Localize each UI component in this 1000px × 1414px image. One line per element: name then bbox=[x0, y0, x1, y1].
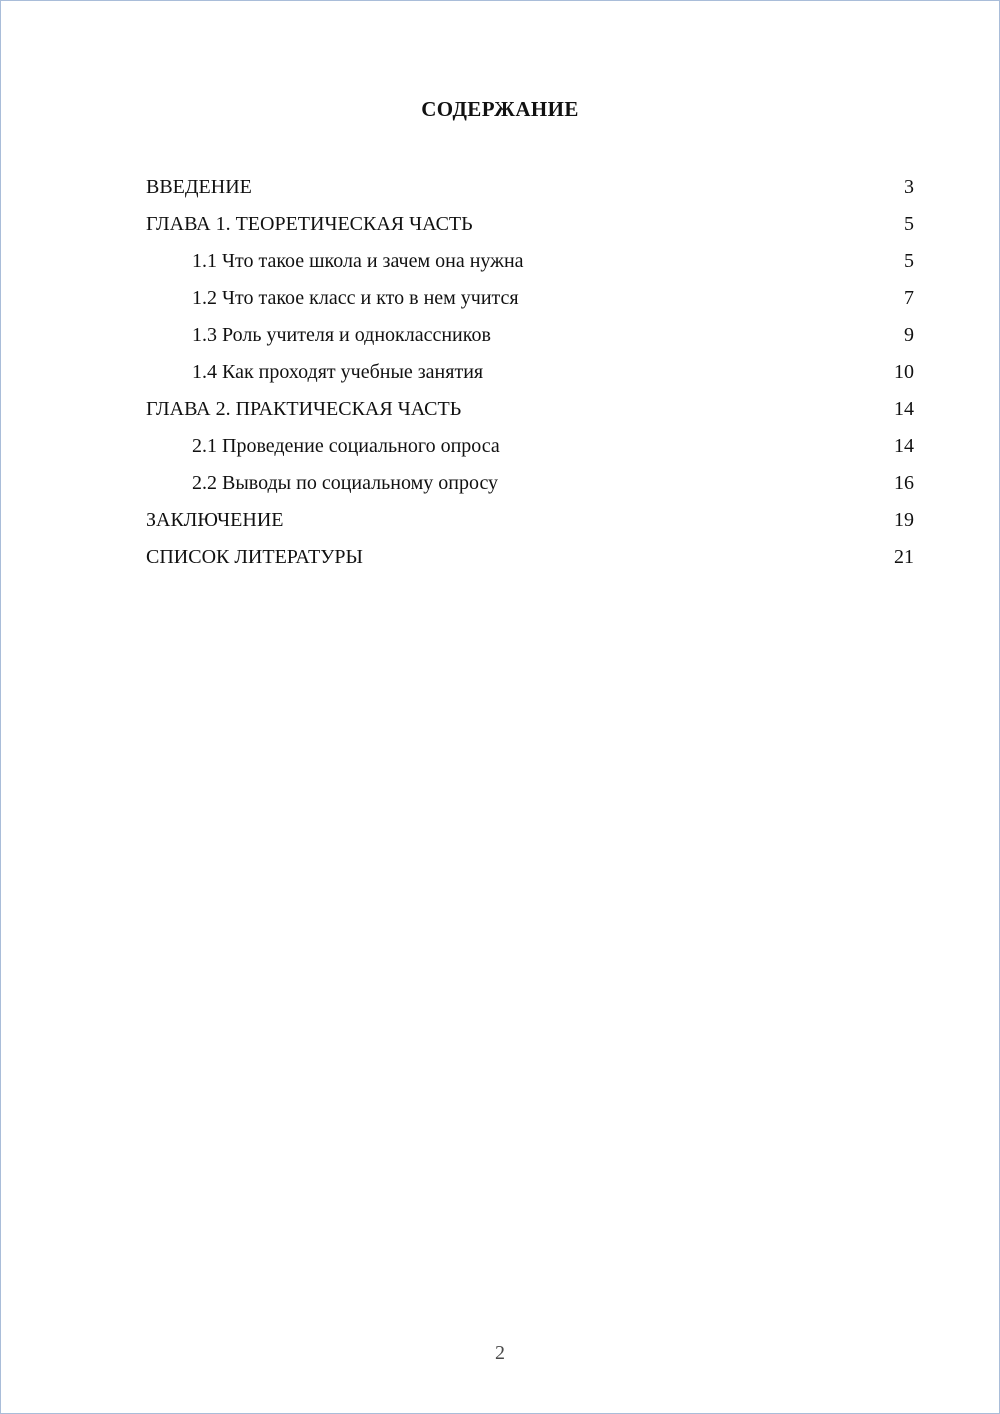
toc-entry-label: ГЛАВА 2. ПРАКТИЧЕСКАЯ ЧАСТЬ bbox=[146, 398, 462, 420]
toc-entry-label: СПИСОК ЛИТЕРАТУРЫ bbox=[146, 546, 363, 568]
toc-entry-page-number: 10 bbox=[894, 361, 914, 383]
toc-entry-page-number: 3 bbox=[904, 176, 914, 198]
toc-entry-label: 1.4 Как проходят учебные занятия bbox=[192, 361, 484, 383]
toc-entry-page-number: 16 bbox=[894, 472, 914, 494]
toc-entry-page-number: 5 bbox=[904, 213, 914, 235]
toc-entry-page-number: 19 bbox=[894, 509, 914, 531]
toc-entry bbox=[146, 243, 914, 280]
toc-entry bbox=[146, 169, 914, 206]
toc-entry-page-number: 14 bbox=[894, 398, 914, 420]
toc-entry-page-number: 7 bbox=[904, 287, 914, 309]
toc-entry-label: ГЛАВА 1. ТЕОРЕТИЧЕСКАЯ ЧАСТЬ bbox=[146, 213, 473, 235]
toc-entry-page-number: 21 bbox=[894, 546, 914, 568]
page-number: 2 bbox=[495, 1342, 505, 1364]
table-of-contents bbox=[146, 169, 914, 576]
toc-entry-label: 1.2 Что такое класс и кто в нем учится bbox=[192, 287, 519, 309]
toc-entry-label: 2.1 Проведение социального опроса bbox=[192, 435, 500, 457]
toc-entry bbox=[146, 502, 914, 539]
toc-entry-label: ЗАКЛЮЧЕНИЕ bbox=[146, 509, 284, 531]
toc-entry-label: 1.1 Что такое школа и зачем она нужна bbox=[192, 250, 524, 272]
page-title: СОДЕРЖАНИЕ bbox=[421, 97, 579, 121]
toc-entry bbox=[146, 539, 914, 576]
toc-entry-label: 1.3 Роль учителя и одноклассников bbox=[192, 324, 491, 346]
toc-entry bbox=[146, 317, 914, 354]
toc-entry bbox=[146, 391, 914, 428]
toc-entry bbox=[146, 206, 914, 243]
toc-entry-page-number: 14 bbox=[894, 435, 914, 457]
toc-entry bbox=[146, 354, 914, 391]
toc-entry-page-number: 5 bbox=[904, 250, 914, 272]
toc-entry bbox=[146, 465, 914, 502]
toc-entry bbox=[146, 280, 914, 317]
toc-entry-page-number: 9 bbox=[904, 324, 914, 346]
toc-entry-label: ВВЕДЕНИЕ bbox=[146, 176, 252, 198]
toc-entry-label: 2.2 Выводы по социальному опросу bbox=[192, 472, 499, 494]
toc-entry bbox=[146, 428, 914, 465]
